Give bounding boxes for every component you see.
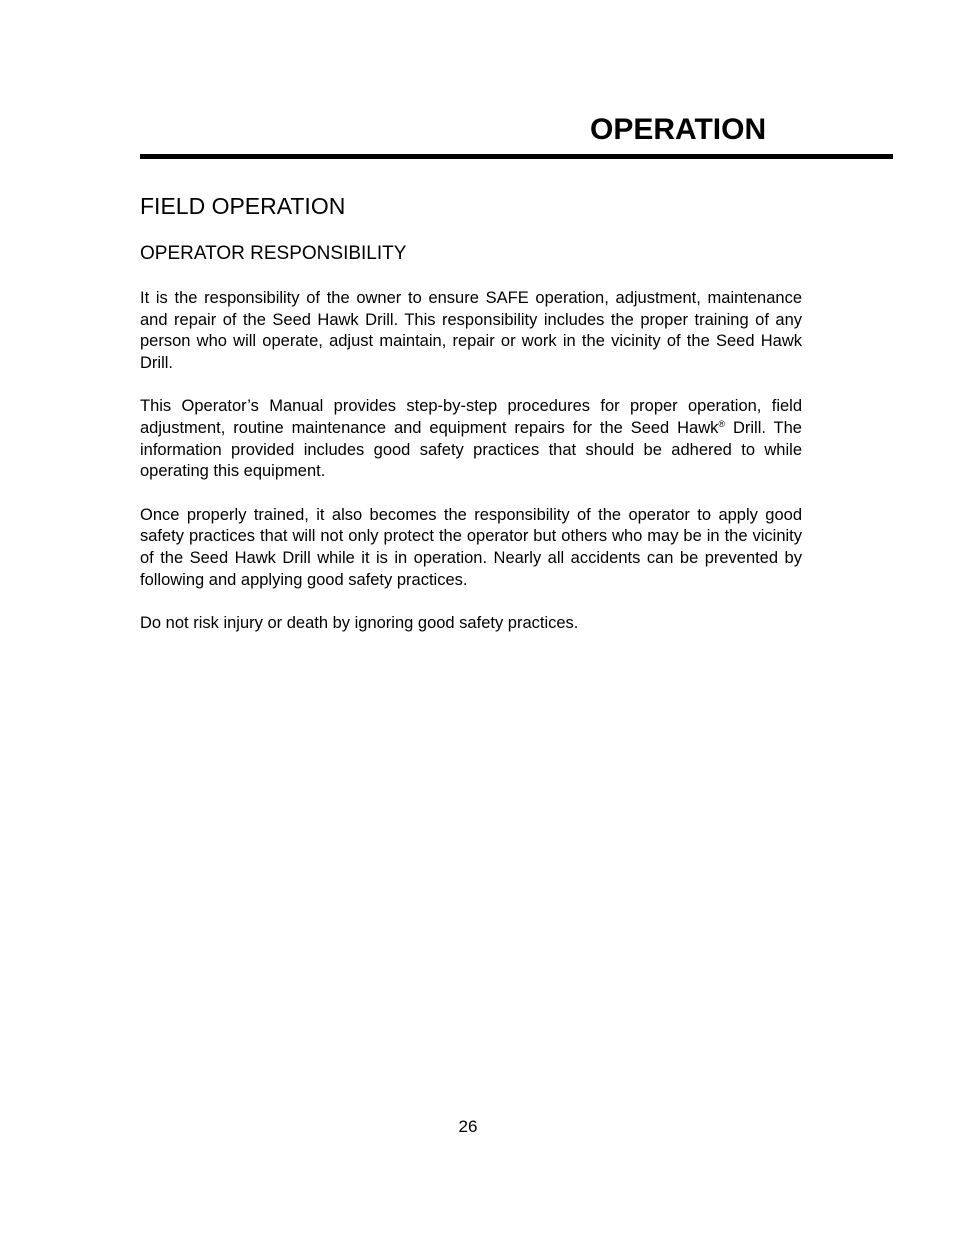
body-text <box>140 288 802 656</box>
paragraph-safety-warning: Do not risk injury or death by ignoring good safety practices. <box>140 613 579 632</box>
page-number: 26 <box>458 1117 478 1136</box>
paragraph-manual-overview <box>140 396 802 483</box>
page-title: OPERATION <box>590 113 767 146</box>
paragraph-manual-overview-start: This Operator’s Manual provides step-by-step procedures for proper operation, field adjustment, routine maintenance and equipment repairs for the Seed Hawk <box>140 397 802 438</box>
paragraph-operator-responsibility: Once properly trained, it also becomes the responsibility of the operator to apply good safety practices that will not only protect the operator but others who may be in the vicinity of the Seed Hawk Drill while it is in operation. Nearly all accidents can be prevented by following and applying good safety practices. <box>140 505 802 589</box>
paragraph-manual-overview-end: Drill. The information provided includes good safety practices that should be adhered to while operating this equipment. <box>140 419 802 481</box>
registered-mark: ® <box>718 419 726 430</box>
sub-heading: OPERATOR RESPONSIBILITY <box>140 243 407 264</box>
paragraph-owner-responsibility: It is the responsibility of the owner to ensure SAFE operation, adjustment, maintenance and repair of the Seed Hawk Drill. This responsibility includes the proper training of any person who will operate, adjust maintain, repair or work in the vicinity of the Seed Hawk Drill. <box>140 289 802 373</box>
section-heading: FIELD OPERATION <box>140 193 346 219</box>
title-divider <box>140 154 893 159</box>
